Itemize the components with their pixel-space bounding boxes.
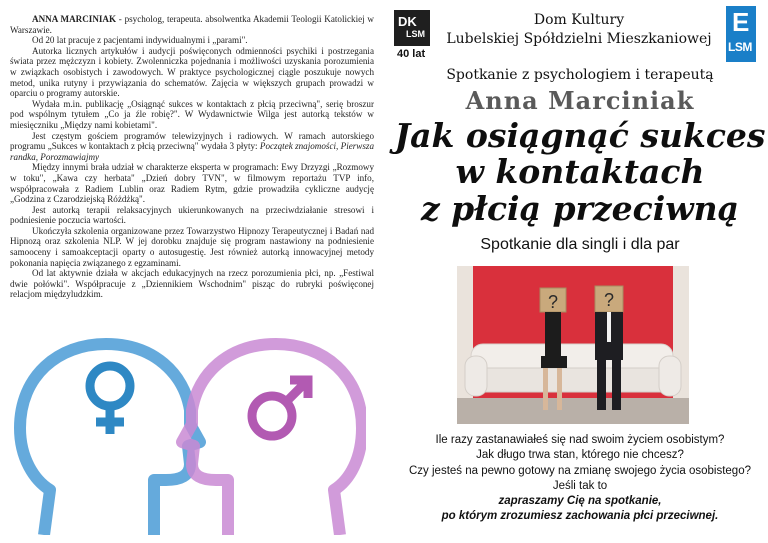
question-mark-right: ? — [603, 290, 615, 310]
bio-paragraph: Między innymi brała udział w charakterze eksperta w programach: Ewy Drzyzgi „Rozmowy w toku", „Kawa czy herbata" „Dzień dobry TVN", w filmowym reportażu TVP info, współpracowała z Radiem Lublin oraz Radiem Rytm, gdzie prowadziła cykliczne audycję „Godzina z Czarodziejską Różdżką". — [10, 162, 374, 205]
org-name-line1: Dom Kultury — [533, 12, 625, 28]
right-column — [392, 0, 768, 543]
anniversary-label: 40 lat — [397, 48, 426, 60]
bio-paragraph-intro: ANNA MARCINIAK - psycholog, terapeuta. absolwentka Akademii Teologii Katolickiej w Warszawie. — [10, 14, 374, 35]
bio-text — [10, 14, 374, 300]
bio-paragraph: Ukończyła szkolenia organizowane przez Towarzystwo Hipnozy Terapeutycznej i Badań nad Hipnozą oraz szkolenia NLP. W jej dorobku znajduje się program nastawiony na podniesienie samooceny i samoakceptacji oparty o autosugestię. Jest również autorką innowacyjnej metody pokonania napięcia związanego z egzaminami. — [10, 225, 374, 268]
questions-block — [392, 433, 768, 525]
female-head-outline — [20, 344, 200, 535]
question-line: Czy jesteś na pewno gotowy na zmianę swojego życia osobistego? — [409, 464, 751, 477]
event-subtitle: Spotkanie dla singli i dla par — [480, 236, 680, 253]
question-line: Ile razy zastanawiałeś się nad swoim życiem osobistym? — [435, 434, 725, 446]
bio-paragraph: Od lat aktywnie działa w akcjach edukacyjnych na rzecz porozumienia płci, np. „Festiwal dwie połówki". Współpracuje z „Dziennikiem Wschodnim" pisząc do rubryki poświęconej relacjom międzyludzkim. — [10, 268, 374, 300]
couple-photo — [457, 266, 689, 424]
event-title-line3: z płcią przeciwną — [420, 189, 740, 228]
question-line: Jak długo trwa stan, którego nie chcesz? — [476, 449, 684, 462]
event-title-line2: w kontaktach — [455, 152, 705, 191]
org-name-line2: Lubelskiej Spółdzielni Mieszkaniowej — [446, 31, 712, 47]
invitation-line: po którym zrozumiesz zachowania płci przeciwnej. — [441, 510, 719, 523]
speaker-name: Anna Marciniak — [465, 86, 695, 115]
question-mark-left: ? — [547, 292, 559, 312]
dk-lsm-logo: DK LSM 40 lat — [394, 10, 434, 58]
bio-paragraph: Jest autorką terapii relaksacyjnych ukierunkowanych na przeciwdziałanie stresowi i podniesienie poczucia wartości. — [10, 204, 374, 226]
gender-heads-illustration — [14, 330, 366, 535]
male-symbol-icon — [252, 380, 308, 436]
elsm-logo: E LSM — [726, 6, 756, 62]
question-line: Jeśli tak to — [552, 479, 608, 492]
invitation-line: zapraszamy Cię na spotkanie, — [498, 495, 662, 508]
bio-name: ANNA MARCINIAK — [32, 14, 117, 24]
bio-paragraph: Autorka licznych artykułów i audycji poświęconych odmienności psychiki i postrzegania świata przez mężczyzn i kobiety. Zwolenniczka pojednania i możliwości uzyskania porozumienia w związkach osobistych i zawodowych. W praktyce psychologicznej ciągle poszukuje nowych metod, unika rutyny i przywiązania do schematów. Zajęcia w większych grupach prowadzi w oparciu o programy autorskie. — [10, 45, 374, 99]
meeting-heading: Spotkanie z psychologiem i terapeutą — [446, 67, 714, 83]
event-title-line1: Jak osiągnąć sukces — [394, 116, 766, 155]
female-symbol-icon — [90, 366, 130, 434]
album-titles: Początek znajomości, Pierwsza randka, Porozmawiajmy — [10, 141, 374, 162]
bio-paragraph: Od 20 lat pracuje z pacjentami indywidualnymi i „parami". — [32, 35, 248, 46]
bio-paragraph: Wydała m.in. publikację „Osiągnąć sukces w kontaktach z płcią przeciwną", serię broszur pod wspólnym tytułem „Co ja źle robię?". W Wydawnictwie Wilga jest autorką tekstów w miesięczniku „Między nami kobietami". — [10, 98, 374, 130]
bio-paragraph: Jest częstym gościem programów telewizyjnych i radiowych. W ramach autorskiego programu „Sukces w kontaktach z płcią przeciwną" wydała 3 płyty: Początek znajomości, Pierwsza randka, Porozmawiajmy — [10, 130, 374, 162]
